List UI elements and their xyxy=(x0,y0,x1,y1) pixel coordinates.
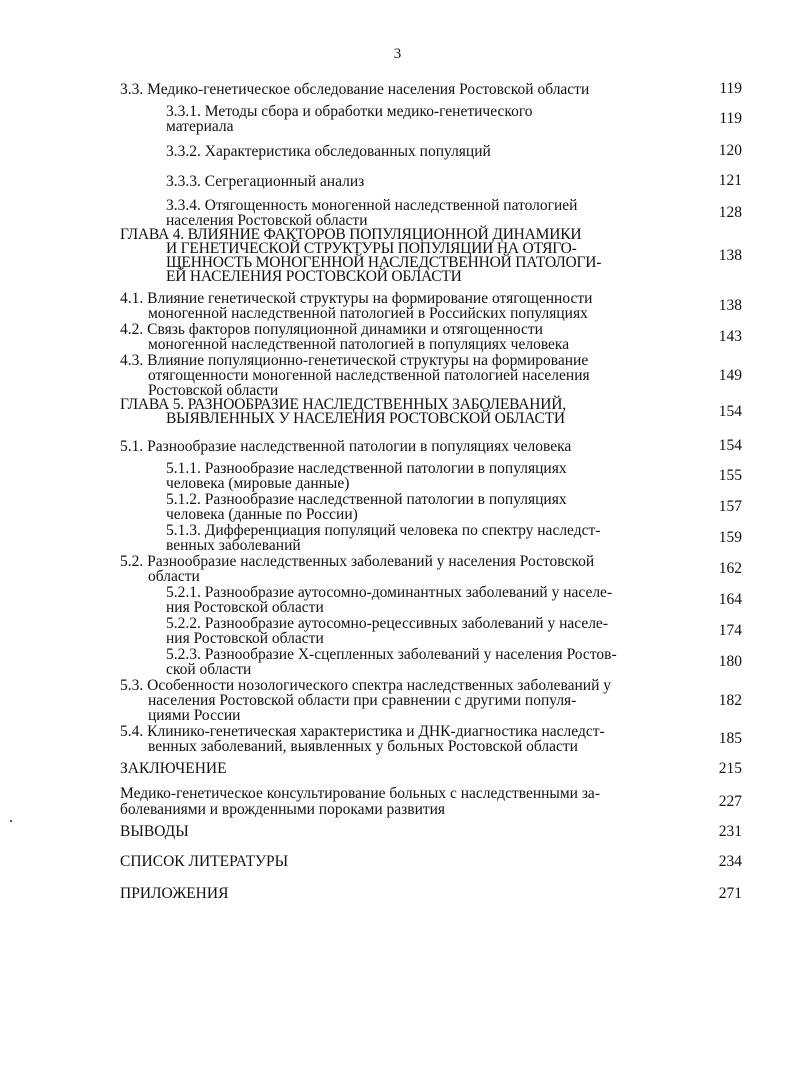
toc-entry-title xyxy=(120,144,491,159)
toc-entry xyxy=(120,724,742,754)
toc-entry-line: 3.3.1. Методы сбора и обработки медико-генетического xyxy=(166,103,533,120)
toc-entry-line: венных заболеваний, выявленных у больных Ростовской области xyxy=(148,738,578,755)
toc-entry-title xyxy=(120,886,228,902)
toc-entry xyxy=(120,228,742,284)
toc-entry-page: 154 xyxy=(718,403,742,420)
toc-entry-title xyxy=(120,398,566,426)
toc-entry xyxy=(120,142,742,160)
toc-entry-line: 5.1.2. Разнообразие наследственной патологии в популяциях xyxy=(166,491,567,508)
toc-entry-line: 4.2. Связь факторов популяционной динамики и отягощенности xyxy=(120,321,543,338)
toc-entry-title xyxy=(120,761,227,777)
toc-entry xyxy=(120,885,742,903)
toc-entry-page: 119 xyxy=(719,80,742,97)
toc-entry-line: 5.2. Разнообразие наследственных заболеваний у населения Ростовской xyxy=(120,553,595,570)
toc-entry xyxy=(120,554,742,584)
toc-entry-line: 3.3.3. Сегрегационный анализ xyxy=(166,172,365,190)
toc-entry-line: венных заболеваний xyxy=(166,537,301,554)
toc-entry-page: 215 xyxy=(718,760,742,777)
toc-entry xyxy=(120,647,742,677)
toc-entry-title xyxy=(120,786,600,818)
toc-entry-page: 138 xyxy=(718,247,742,264)
toc-entry-page: 180 xyxy=(718,653,742,670)
toc-entry xyxy=(120,616,742,646)
toc-entry-page: 271 xyxy=(718,885,742,902)
toc-entry xyxy=(120,80,742,98)
toc-entry xyxy=(120,291,742,321)
toc-entry-line: ПРИЛОЖЕНИЯ xyxy=(120,885,229,902)
toc-entry-page: 157 xyxy=(718,498,742,515)
toc-entry xyxy=(120,853,742,871)
toc-entry-title xyxy=(120,322,569,352)
toc-entry-line: ВЫЯВЛЕННЫХ У НАСЕЛЕНИЯ РОСТОВСКОЙ ОБЛАСТИ xyxy=(166,410,565,427)
toc-entry-page: 121 xyxy=(718,172,742,189)
toc-entry-title xyxy=(120,724,605,754)
toc-entry xyxy=(120,786,742,818)
toc-entry xyxy=(120,198,742,228)
toc-entry-page: 149 xyxy=(718,366,742,384)
toc-entry-line: 5.2.1. Разнообразие аутосомно-доминантных заболеваний у населе- xyxy=(166,584,613,601)
toc-entry-line: моногенной наследственной патологией в Российских популяциях xyxy=(148,305,588,322)
toc-entry-line: ГЛАВА 4. ВЛИЯНИЕ ФАКТОРОВ ПОПУЛЯЦИОННОЙ ДИНАМИКИ xyxy=(120,226,582,243)
toc-entry xyxy=(120,398,742,426)
toc-entry-line: 5.2.2. Разнообразие аутосомно-рецессивных заболеваний у населе- xyxy=(166,615,608,632)
toc-entry-title xyxy=(120,554,594,584)
toc-entry-line: ГЛАВА 5. РАЗНООБРАЗИЕ НАСЛЕДСТВЕННЫХ ЗАБОЛЕВАНИЙ, xyxy=(120,396,566,413)
toc-entry-line: болеваниями и врожденными пороками развития xyxy=(120,801,446,818)
toc-entry xyxy=(120,523,742,553)
toc-entry xyxy=(120,437,742,455)
toc-entry-line: 5.1.3. Дифференциация популяций человека по спектру наследст- xyxy=(166,522,601,539)
toc-entry-page: 231 xyxy=(718,823,742,840)
toc-entry-line: ния Ростовской области xyxy=(166,630,324,647)
toc-entry-page: 162 xyxy=(718,560,742,577)
toc-entry-line: 5.4. Клинико-генетическая характеристика и ДНК-диагностика наследст- xyxy=(120,723,605,740)
toc-entry-page: 128 xyxy=(718,204,742,221)
toc-entry xyxy=(120,353,742,398)
toc-entry xyxy=(120,322,742,352)
toc-entry-line: СПИСОК ЛИТЕРАТУРЫ xyxy=(120,853,289,870)
toc-entry-page: 227 xyxy=(718,793,742,810)
toc-entry-line: ЕЙ НАСЕЛЕНИЯ РОСТОВСКОЙ ОБЛАСТИ xyxy=(166,268,462,285)
scan-speck xyxy=(10,820,12,822)
toc-entry-page: 119 xyxy=(719,110,742,127)
toc-entry-page: 159 xyxy=(718,529,742,546)
toc-entry-line: моногенной наследственной патологией в популяциях человека xyxy=(148,336,570,353)
toc-entry-line: человека (мировые данные) xyxy=(166,475,350,492)
toc-entry xyxy=(120,172,742,190)
toc-entry-line: ВЫВОДЫ xyxy=(120,823,189,840)
toc-entry-page: 234 xyxy=(718,853,742,870)
toc-entry-page: 155 xyxy=(718,467,742,484)
toc-entry xyxy=(120,461,742,491)
toc-entry-line: населения Ростовской области xyxy=(166,212,368,229)
toc-entry-line: 5.1. Разнообразие наследственной патологии в популяциях человека xyxy=(120,437,572,455)
toc-entry-line: Медико-генетическое консультирование больных с наследственными за- xyxy=(120,785,600,802)
toc-entry xyxy=(120,823,742,841)
toc-entry-title xyxy=(120,461,567,491)
toc-entry-line: 5.3. Особенности нозологического спектра наследственных заболеваний у xyxy=(120,677,611,694)
toc-entry-line: 5.2.3. Разнообразие Х-сцепленных заболеваний у населения Ростов- xyxy=(166,646,617,663)
toc-entry-title xyxy=(120,353,590,398)
toc-entry-line: циями России xyxy=(148,707,241,724)
page-number: 3 xyxy=(393,46,402,62)
toc-entry-line: Ростовской области xyxy=(148,382,279,399)
toc-entry-line: ской области xyxy=(166,661,252,678)
toc-entry-line: 4.1. Влияние генетической структуры на формирование отягощенности xyxy=(120,290,593,307)
toc-entry xyxy=(120,585,742,615)
toc-entry-title xyxy=(120,174,364,189)
toc-entry-page: 120 xyxy=(718,142,742,159)
toc-entry-page: 185 xyxy=(718,730,742,747)
toc-entry-title xyxy=(120,523,600,553)
toc-entry-page: 182 xyxy=(718,691,742,709)
toc-entry-title xyxy=(120,585,612,615)
toc-entry-title xyxy=(120,616,608,646)
toc-entry-title xyxy=(120,439,571,454)
toc-entry-line: 3.3. Медико-генетическое обследование населения Ростовской области xyxy=(120,80,590,98)
toc-entry-line: 4.3. Влияние популяционно-генетической структуры на формирование xyxy=(120,352,589,369)
toc-entry-page: 154 xyxy=(718,437,742,454)
toc-entry-line: 3.3.2. Характеристика обследованных популяций xyxy=(166,142,491,160)
toc-entry xyxy=(120,104,742,134)
toc-entry-title xyxy=(120,104,533,134)
toc-entry-title xyxy=(120,854,288,870)
toc-entry xyxy=(120,492,742,522)
toc-entry-line: ЗАКЛЮЧЕНИЕ xyxy=(120,760,227,777)
toc-entry-line: 5.1.1. Разнообразие наследственной патологии в популяциях xyxy=(166,460,567,477)
toc-entry-page: 138 xyxy=(718,297,742,314)
toc-entry-line: человека (данные по России) xyxy=(166,506,358,523)
toc-entry-line: материала xyxy=(166,118,234,135)
toc-entry-line: ЩЕННОСТЬ МОНОГЕННОЙ НАСЛЕДСТВЕННОЙ ПАТОЛОГИ- xyxy=(166,254,602,271)
toc-entry-title xyxy=(120,647,617,677)
toc-entry-line: И ГЕНЕТИЧЕСКОЙ СТРУКТУРЫ ПОПУЛЯЦИИ НА ОТЯГО- xyxy=(166,240,577,257)
toc-entry-title xyxy=(120,291,592,321)
toc-entry-line: ния Ростовской области xyxy=(166,599,324,616)
toc-entry-line: отягощенности моногенной наследственной патологией населения xyxy=(148,367,590,384)
toc-entry-title xyxy=(120,678,611,723)
toc-entry-line: 3.3.4. Отягощенность моногенной наследственной патологией xyxy=(166,197,578,214)
toc-entry-page: 143 xyxy=(718,328,742,345)
toc-entry-title xyxy=(120,228,601,284)
toc-entry-title xyxy=(120,824,189,840)
toc-entry xyxy=(120,760,742,778)
toc-entry-line: населения Ростовской области при сравнении с другими популя- xyxy=(148,692,577,709)
toc-entry-title xyxy=(120,82,589,97)
toc-entry-title xyxy=(120,198,577,228)
toc-entry-page: 164 xyxy=(718,591,742,608)
toc-entry-line: области xyxy=(148,568,200,585)
toc-entry xyxy=(120,678,742,723)
toc-entry-page: 174 xyxy=(718,622,742,639)
toc-entry-title xyxy=(120,492,567,522)
